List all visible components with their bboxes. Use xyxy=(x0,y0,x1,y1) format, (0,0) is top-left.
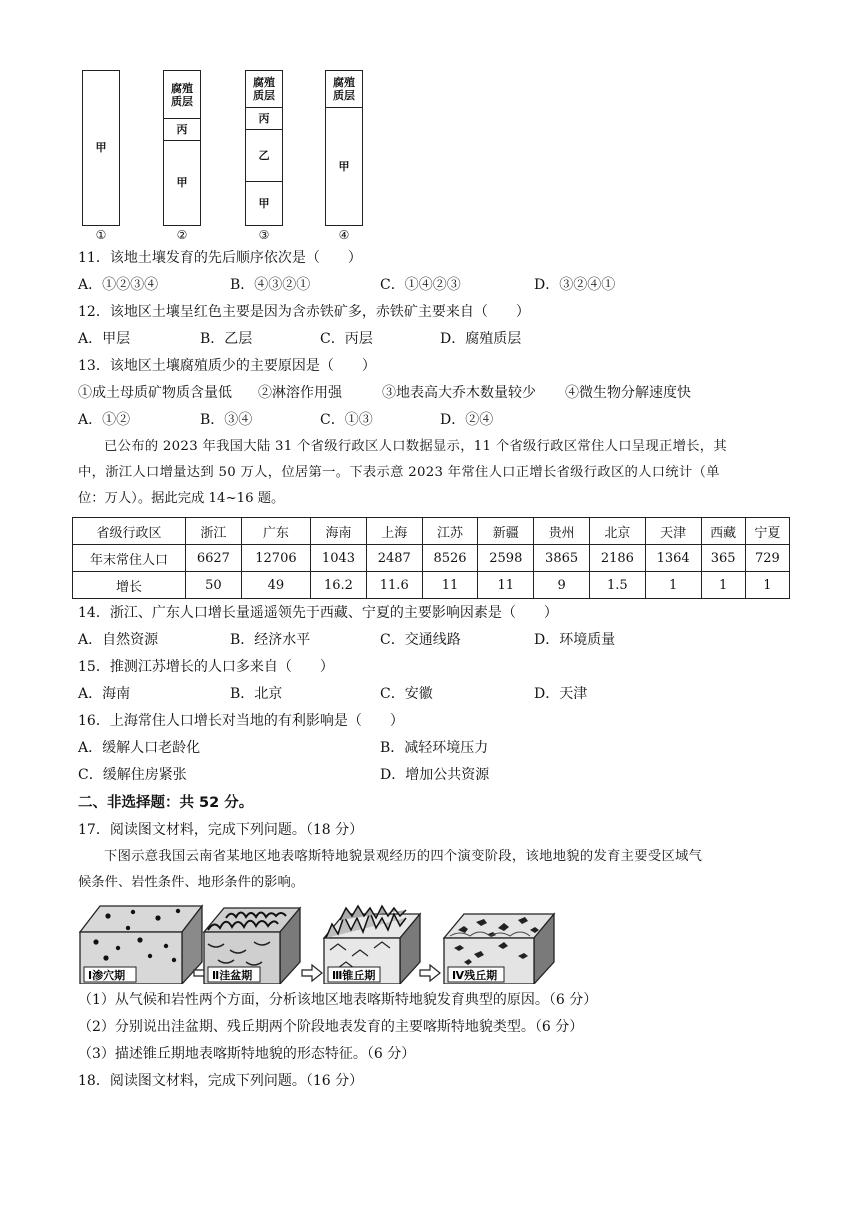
soil-column-number: ① xyxy=(95,228,107,242)
table-cell: 2487 xyxy=(366,545,422,572)
table-cell: 1.5 xyxy=(589,572,645,599)
option-c: C．丙层 xyxy=(320,331,373,347)
table-cell: 海南 xyxy=(311,518,367,545)
statement-4: ④微生物分解速度快 xyxy=(565,385,691,401)
table-cell: 12706 xyxy=(241,545,310,572)
option-b: B．经济水平 xyxy=(230,632,311,648)
table-cell: 宁夏 xyxy=(745,518,789,545)
karst-block-3 xyxy=(324,906,420,984)
question-11-stem: 11．该地土壤发育的先后顺序依次是（ ） xyxy=(78,250,362,266)
option-b: B．北京 xyxy=(230,686,283,702)
question-18-stem: 18．阅读图文材料，完成下列问题。（16 分） xyxy=(78,1073,364,1089)
option-c: C．①③ xyxy=(320,412,373,428)
table-cell: 2598 xyxy=(478,545,534,572)
option-b: B．减轻环境压力 xyxy=(380,740,489,756)
population-table xyxy=(72,517,790,599)
soil-column-2 xyxy=(163,70,201,226)
option-b: B．④③②① xyxy=(230,277,311,293)
option-a: A．海南 xyxy=(78,686,131,702)
stage-label: Ⅳ残丘期 xyxy=(452,969,498,982)
table-cell: 天津 xyxy=(645,518,701,545)
table-cell: 西藏 xyxy=(701,518,745,545)
stage-label: Ⅲ锥丘期 xyxy=(332,969,376,982)
soil-column-1 xyxy=(82,70,120,226)
section-heading: 二、非选择题：共 52 分。 xyxy=(78,795,254,811)
option-d: D．②④ xyxy=(440,412,494,428)
table-cell: 11.6 xyxy=(366,572,422,599)
soil-layer: 甲 xyxy=(258,196,270,210)
soil-layer: 腐殖质层 xyxy=(164,71,200,119)
soil-layer: 甲 xyxy=(95,141,107,154)
table-cell: 49 xyxy=(241,572,310,599)
question-14-stem: 14．浙江、广东人口增长量遥遥领先于西藏、宁夏的主要影响因素是（ ） xyxy=(78,605,558,621)
soil-layer: 甲 xyxy=(176,176,188,189)
soil-layer: 丙 xyxy=(246,108,282,130)
statement-1: ①成土母质矿物质含量低 xyxy=(78,385,232,401)
stage-label: Ⅰ渗穴期 xyxy=(88,969,126,982)
option-c: C．安徽 xyxy=(380,686,433,702)
table-cell: 1 xyxy=(701,572,745,599)
option-b: B．③④ xyxy=(200,412,253,428)
table-cell: 北京 xyxy=(589,518,645,545)
table-row xyxy=(73,545,790,572)
question-16-stem: 16．上海常住人口增长对当地的有利影响是（ ） xyxy=(78,713,404,729)
karst-block-1 xyxy=(80,906,202,984)
table-row xyxy=(73,572,790,599)
option-d: D．天津 xyxy=(534,686,588,702)
table-cell: 11 xyxy=(422,572,478,599)
option-c: C．交通线路 xyxy=(380,632,461,648)
soil-column-number: ③ xyxy=(258,228,270,242)
question-13-stem: 13．该地区土壤腐殖质少的主要原因是（ ） xyxy=(78,358,376,374)
question-17-sub-1: （1）从气候和岩性两个方面，分析该地区地表喀斯特地貌发育典型的原因。（6 分） xyxy=(78,992,598,1008)
soil-layer: 丙 xyxy=(164,119,200,141)
option-a: A．自然资源 xyxy=(78,632,159,648)
option-a: A．缓解人口老龄化 xyxy=(78,740,201,756)
table-cell: 729 xyxy=(745,545,789,572)
option-d: D．增加公共资源 xyxy=(380,767,490,783)
question-17-sub-2: （2）分别说出洼盆期、残丘期两个阶段地表发育的主要喀斯特地貌类型。（6 分） xyxy=(78,1019,584,1035)
soil-layer: 甲 xyxy=(338,159,350,173)
table-cell: 贵州 xyxy=(534,518,590,545)
option-c: C．①④②③ xyxy=(380,277,461,293)
soil-column-3 xyxy=(245,70,283,226)
question-17-stem: 17．阅读图文材料，完成下列问题。（18 分） xyxy=(78,822,364,838)
option-d: D．③②④① xyxy=(534,277,616,293)
table-cell: 16.2 xyxy=(311,572,367,599)
table-cell: 8526 xyxy=(422,545,478,572)
passage-line: 位：万人）。据此完成 14~16 题。 xyxy=(78,491,285,506)
passage-line: 已公布的 2023 年我国大陆 31 个省级行政区人口数据显示，11 个省级行政区常住人口呈现正增长，其 xyxy=(104,439,727,454)
table-cell: 省级行政区 xyxy=(73,518,186,545)
table-cell: 50 xyxy=(186,572,242,599)
table-cell: 新疆 xyxy=(478,518,534,545)
karst-block-2 xyxy=(204,908,300,984)
table-cell: 1 xyxy=(745,572,789,599)
passage-line: 下图示意我国云南省某地区地表喀斯特地貌景观经历的四个演变阶段，该地地貌的发育主要受区域气 xyxy=(104,849,703,864)
soil-layer: 腐殖质层 xyxy=(326,71,362,108)
table-cell: 上海 xyxy=(366,518,422,545)
arrow-icon xyxy=(302,965,322,981)
question-17-sub-3: （3）描述锥丘期地表喀斯特地貌的形态特征。（6 分） xyxy=(78,1046,416,1062)
table-cell: 1043 xyxy=(311,545,367,572)
soil-column-4 xyxy=(325,70,363,226)
table-cell: 增长 xyxy=(73,572,186,599)
option-b: B．乙层 xyxy=(200,331,253,347)
table-cell: 365 xyxy=(701,545,745,572)
soil-layer: 腐殖质层 xyxy=(246,71,282,108)
question-15-stem: 15．推测江苏增长的人口多来自（ ） xyxy=(78,659,334,675)
table-cell: 浙江 xyxy=(186,518,242,545)
table-cell: 11 xyxy=(478,572,534,599)
statement-2: ②淋溶作用强 xyxy=(258,385,342,401)
soil-column-number: ④ xyxy=(338,228,350,242)
soil-layer: 乙 xyxy=(246,130,282,182)
karst-evolution-diagram xyxy=(78,900,558,984)
table-cell: 1364 xyxy=(645,545,701,572)
statement-3: ③地表高大乔木数量较少 xyxy=(382,385,536,401)
arrow-icon xyxy=(420,965,440,981)
table-cell: 1 xyxy=(645,572,701,599)
table-cell: 2186 xyxy=(589,545,645,572)
option-a: A．①②③④ xyxy=(78,277,159,293)
soil-column-number: ② xyxy=(176,228,188,242)
stage-label: Ⅱ洼盆期 xyxy=(212,969,253,982)
option-a: A．①② xyxy=(78,412,131,428)
table-cell: 9 xyxy=(534,572,590,599)
question-12-stem: 12．该地区土壤呈红色主要是因为含赤铁矿多，赤铁矿主要来自（ ） xyxy=(78,304,530,320)
option-d: D．环境质量 xyxy=(534,632,616,648)
table-cell: 年末常住人口 xyxy=(73,545,186,572)
table-cell: 3865 xyxy=(534,545,590,572)
table-cell: 6627 xyxy=(186,545,242,572)
option-c: C．缓解住房紧张 xyxy=(78,767,187,783)
karst-block-4 xyxy=(444,914,554,984)
table-header-row xyxy=(73,518,790,545)
passage-line: 中，浙江人口增量达到 50 万人，位居第一。下表示意 2023 年常住人口正增长省级行政区的人口统计（单 xyxy=(78,465,720,480)
option-a: A．甲层 xyxy=(78,331,131,347)
passage-line: 候条件、岩性条件、地形条件的影响。 xyxy=(78,875,305,890)
table-cell: 江苏 xyxy=(422,518,478,545)
table-cell: 广东 xyxy=(241,518,310,545)
option-d: D．腐殖质层 xyxy=(440,331,522,347)
